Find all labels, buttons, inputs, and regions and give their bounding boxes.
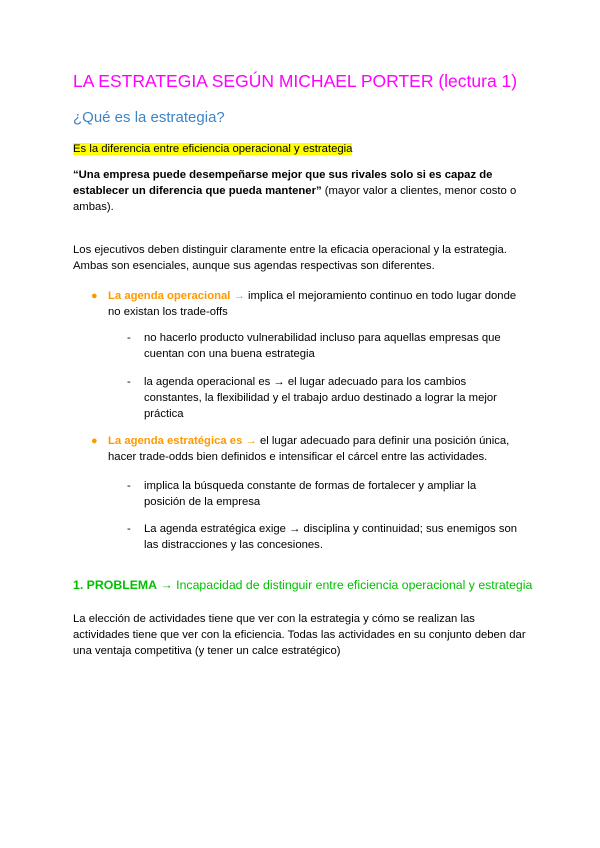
closing-paragraph: La elección de actividades tiene que ver con la estrategia y cómo se realizan las actividades tiene que ver con la eficiencia. Todas las actividades en su conjunto deben dar una ventaja competitiva (y tener un calce estratégico) xyxy=(73,613,526,657)
bullet-dot-icon: ● xyxy=(91,290,98,302)
problem-heading xyxy=(73,578,532,592)
bullet-body: el lugar adecuado para definir una posición única, hacer trade-odds bien definidos e intensificar el cárcel entre las actividades. xyxy=(108,435,510,463)
bullet-dot-icon: ● xyxy=(91,435,98,447)
arrow: → xyxy=(230,290,248,302)
section-subtitle: ¿Qué es la estrategia? xyxy=(73,109,225,126)
page-title: LA ESTRATEGIA SEGÚN MICHAEL PORTER (lectura 1) xyxy=(73,71,518,91)
problem-number: 1. PROBLEMA xyxy=(73,578,158,592)
sub-item-text: La agenda estratégica exige → disciplina y continuidad; sus enemigos son las distracciones y las concesiones. xyxy=(144,523,518,551)
bullet-body: implica el mejoramiento continuo en todo lugar donde no existan los trade-offs xyxy=(108,290,517,318)
bullet-text xyxy=(108,288,528,320)
dash-icon: - xyxy=(127,480,131,492)
problem-text: → Incapacidad de distinguir entre eficiencia operacional y estrategia xyxy=(157,578,533,592)
sub-item-text: implica la búsqueda constante de formas de fortalecer y ampliar la posición de la empresa xyxy=(144,480,477,508)
bullet-label: La agenda estratégica es xyxy=(108,435,243,447)
dash-icon: - xyxy=(127,376,131,388)
intro-paragraph: Los ejecutivos deben distinguir claramente entre la eficacia operacional y la estrategia. Ambas son esenciales, aunque sus agendas respectivas son diferentes. xyxy=(73,244,507,272)
bullet-text xyxy=(108,433,533,465)
bullet-label: La agenda operacional xyxy=(108,290,231,302)
sub-item-text: no hacerlo producto vulnerabilidad incluso para aquellas empresas que cuentan con una buena estrategia xyxy=(144,332,501,360)
quote-paragraph xyxy=(73,167,523,215)
highlighted-text: Es la diferencia entre eficiencia operacional y estrategia xyxy=(73,143,353,155)
dash-icon: - xyxy=(127,523,131,535)
sub-item-text: la agenda operacional es → el lugar adecuado para los cambios constantes, la flexibilidad y el trabajo arduo destinado a lograr la mejor práctica xyxy=(144,376,497,420)
quote-rest-text: (mayor valor a clientes, menor costo o ambas). xyxy=(73,185,517,213)
arrow: → xyxy=(242,435,260,447)
highlighted-definition xyxy=(73,141,352,157)
dash-icon: - xyxy=(127,332,131,344)
quote-bold-text: “Una empresa puede desempeñarse mejor que sus rivales solo si es capaz de establecer un diferencia que pueda mantener” xyxy=(73,169,493,197)
